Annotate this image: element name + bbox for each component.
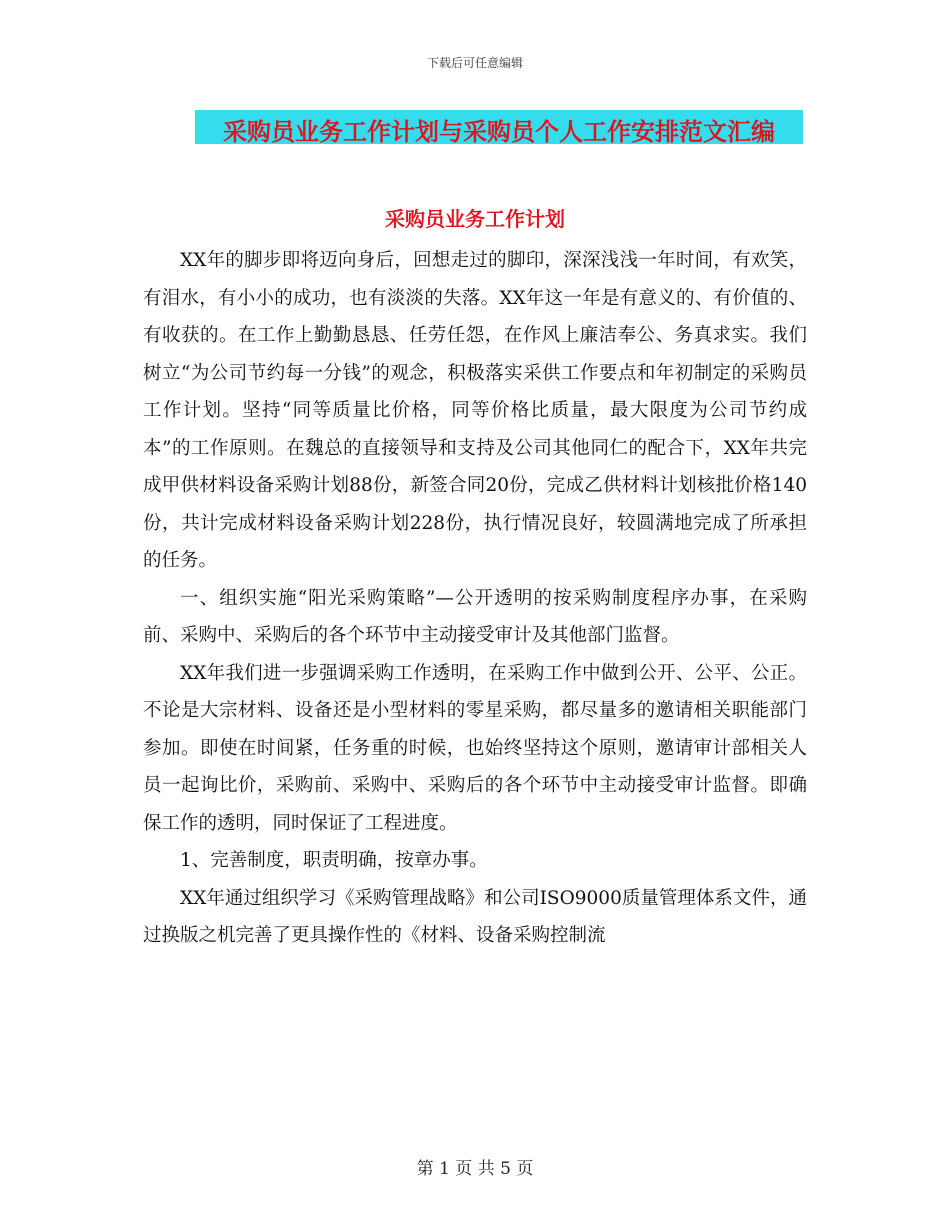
- paragraph: XX年通过组织学习《采购管理战略》和公司ISO9000质量管理体系文件，通过换版之机完善了更具操作性的《材料、设备采购控制流: [143, 887, 807, 946]
- page-number-footer: 第 1 页 共 5 页: [416, 1159, 534, 1179]
- section-title: 采购员业务工作计划: [385, 207, 565, 231]
- paragraph: 1、完善制度，职责明确，按章办事。: [180, 850, 488, 871]
- header-note: 下载后可任意编辑: [426, 56, 523, 70]
- paragraph: XX年的脚步即将迈向身后，回想走过的脚印，深深浅浅一年时间，有欢笑，有泪水，有小小的成功，也有淡淡的失落。XX年这一年是有意义的、有价值的、有收获的。在工作上勤勤恳恳、任劳任怨，在作风上廉洁奉公、务真求实。我们树立“为公司节约每一分钱”的观念，积极落实采供工作要点和年初制定的采购员工作计划。坚持“同等质量比价格，同等价格比质量，最大限度为公司节约成本”的工作原则。在魏总的直接领导和支持及公司其他同仁的配合下，XX年共完成甲供材料设备采购计划88份，新签合同20份，完成乙供材料计划核批价格140份，共计完成材料设备采购计划228份，执行情况良好，较圆满地完成了所承担的任务。: [143, 250, 807, 571]
- document-body: [143, 242, 807, 955]
- paragraph: XX年我们进一步强调采购工作透明，在采购工作中做到公开、公平、公正。不论是大宗材料、设备还是小型材料的零星采购，都尽量多的邀请相关职能部门参加。即使在时间紧，任务重的时候，也始终坚持这个原则，邀请审计部相关人员一起询比价，采购前、采购中、采购后的各个环节中主动接受审计监督。即确保工作的透明，同时保证了工程进度。: [143, 662, 807, 834]
- paragraph: 一、组织实施“阳光采购策略”—公开透明的按采购制度程序办事，在采购前、采购中、采购后的各个环节中主动接受审计及其他部门监督。: [143, 587, 807, 646]
- document-title: 采购员业务工作计划与采购员个人工作安排范文汇编: [223, 118, 775, 146]
